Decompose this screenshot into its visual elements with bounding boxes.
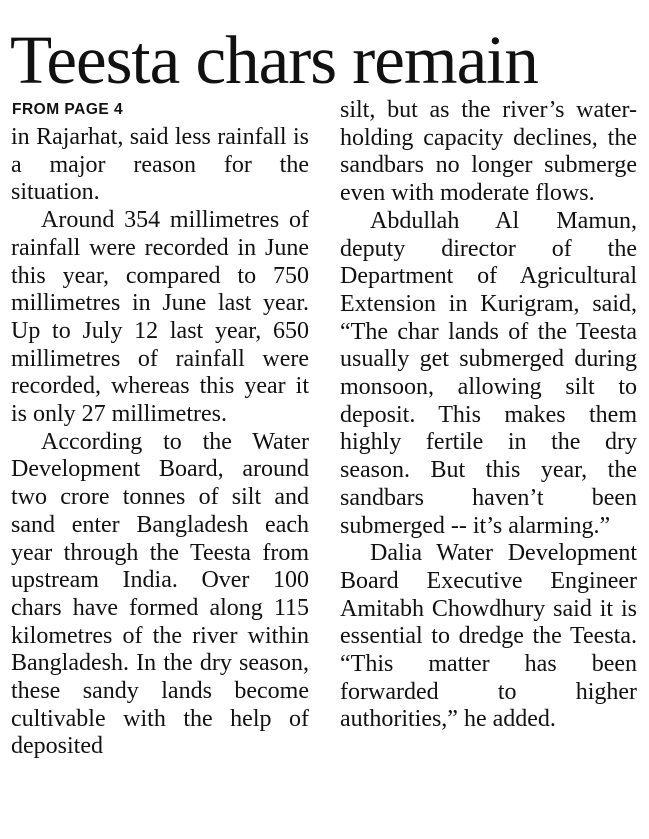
paragraph: According to the Water Development Board, around two crore tonnes of silt and sand enter Bangladesh each year through the Teesta from upstream India. Over 100 chars have formed along 115 kilometres of the river within Bangladesh. In the dry season, these sandy lands become cultivable with the help of deposited bbox=[11, 428, 309, 760]
column-left bbox=[11, 124, 309, 761]
headline: Teesta chars remain bbox=[10, 22, 538, 98]
paragraph: in Rajarhat, said less rainfall is a major reason for the situation. bbox=[11, 124, 309, 206]
paragraph: Abdullah Al Mamun, deputy director of the Department of Agricultural Extension in Kurigram, said, “The char lands of the Teesta usually get submerged during monsoon, allowing silt to deposit. This makes them highly fertile in the dry season. But this year, the sandbars haven’t been submerged -- it’s alarming.” bbox=[340, 207, 637, 539]
jump-line: FROM PAGE 4 bbox=[12, 101, 124, 118]
paragraph: Dalia Water Development Board Executive Engineer Amitabh Chowdhury said it is essential to dredge the Teesta. “This matter has been forwarded to higher authorities,” he added. bbox=[340, 540, 637, 733]
column-right bbox=[340, 97, 637, 734]
paragraph: Around 354 millimetres of rainfall were recorded in June this year, compared to 750 millimetres in June last year. Up to July 12 last year, 650 millimetres of rainfall were recorded, whereas this year it is only 27 millimetres. bbox=[11, 207, 309, 428]
paragraph: silt, but as the river’s water-holding capacity declines, the sandbars no longer submerge even with moderate flows. bbox=[340, 97, 637, 207]
